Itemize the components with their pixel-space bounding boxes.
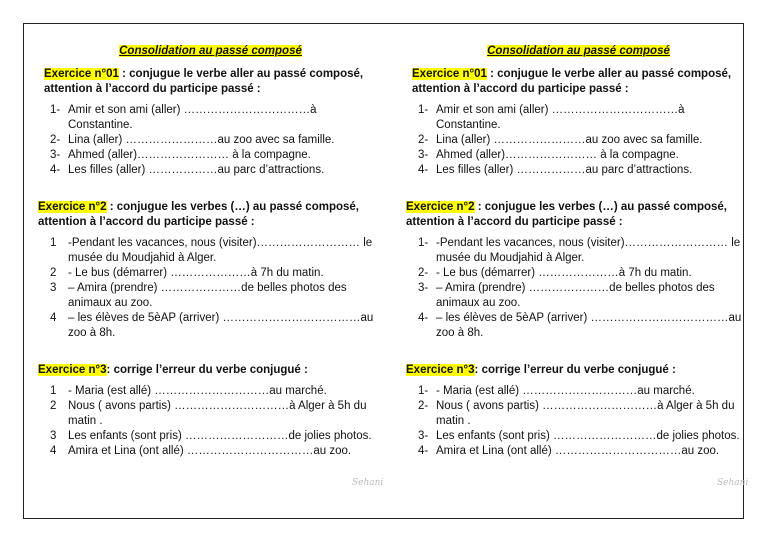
exercise-label: Exercice n°2 — [38, 201, 107, 213]
item-number: 1- — [418, 237, 429, 249]
exercise-list — [38, 384, 383, 459]
exercise-label: Exercice n°01 — [44, 68, 119, 80]
exercise-instruction — [406, 200, 751, 230]
exercise-item — [38, 399, 383, 429]
exercise-item — [406, 163, 751, 178]
worksheet-right — [406, 44, 751, 459]
exercise-instruction-text: : conjugue les verbes (…) au passé composé, attention à l’accord du participe passé : — [38, 201, 359, 228]
worksheet-title — [406, 44, 751, 59]
item-text: Lina (aller) ……………………au zoo avec sa famille. — [436, 134, 703, 146]
exercise-instruction — [406, 363, 751, 378]
exercise-instruction-text: : conjugue le verbe aller au passé composé, attention à l’accord du participe passé : — [412, 68, 732, 95]
exercise-item — [38, 148, 383, 163]
item-text: – Amira (prendre) …………………de belles photos des animaux au zoo. — [436, 282, 715, 309]
item-text: Amir et son ami (aller) ……………………………à Constantine. — [68, 104, 317, 131]
exercise-item — [38, 429, 383, 444]
item-number: 3 — [50, 430, 57, 442]
item-text: Les enfants (sont pris) ………………………de jolies photos. — [436, 430, 740, 442]
item-number: 4- — [50, 164, 61, 176]
item-text: -Pendant les vacances, nous (visiter)……………………… le musée du Moudjahid à Alger. — [436, 237, 741, 264]
item-number: 4- — [418, 445, 429, 457]
item-number: 4 — [50, 312, 57, 324]
item-text: Ahmed (aller)…………………… à la compagne. — [436, 149, 679, 161]
exercise-item — [406, 236, 751, 266]
worksheet-title-text: Consolidation au passé composé — [119, 45, 302, 57]
item-number: 2 — [50, 400, 57, 412]
item-text: -Pendant les vacances, nous (visiter)……………………… le musée du Moudjahid à Alger. — [68, 237, 373, 264]
exercise-item — [38, 444, 383, 459]
exercise-item — [406, 281, 751, 311]
exercise-item — [38, 266, 383, 281]
exercise-item — [38, 103, 383, 133]
exercise-section — [406, 67, 751, 178]
item-number: 2- — [418, 400, 429, 412]
exercise-item — [406, 311, 751, 341]
worksheet-left — [38, 44, 383, 459]
item-text: Ahmed (aller)…………………… à la compagne. — [68, 149, 311, 161]
exercise-section — [406, 200, 751, 341]
exercise-item — [406, 444, 751, 459]
exercise-item — [38, 311, 383, 341]
exercise-list — [406, 384, 751, 459]
exercise-list — [38, 236, 383, 341]
item-number: 3- — [418, 430, 429, 442]
item-number: 2 — [50, 267, 57, 279]
item-number: 2- — [418, 267, 429, 279]
exercise-label: Exercice n°01 — [412, 68, 487, 80]
item-text: Les enfants (sont pris) ………………………de jolies photos. — [68, 430, 372, 442]
item-number: 3 — [50, 282, 57, 294]
exercise-item — [38, 281, 383, 311]
exercise-label: Exercice n°3 — [38, 364, 107, 376]
exercise-item — [406, 429, 751, 444]
item-text: Nous ( avons partis) …………………………à Alger à 5h du matin . — [68, 400, 367, 427]
exercise-list — [38, 103, 383, 178]
exercise-section — [38, 67, 383, 178]
item-number: 3- — [418, 282, 429, 294]
item-number: 1- — [418, 385, 429, 397]
item-text: Lina (aller) ……………………au zoo avec sa famille. — [68, 134, 335, 146]
exercise-section — [406, 363, 751, 459]
item-text: Amira et Lina (ont allé) ……………………………au zoo. — [68, 445, 352, 457]
item-number: 3- — [50, 149, 61, 161]
exercise-item — [406, 399, 751, 429]
exercise-list — [406, 236, 751, 341]
item-text: – les élèves de 5èAP (arriver) ………………………………au zoo à 8h. — [436, 312, 742, 339]
item-text: - Maria (est allé) …………………………au marché. — [436, 385, 695, 397]
item-text: - Maria (est allé) …………………………au marché. — [68, 385, 327, 397]
exercise-item — [406, 148, 751, 163]
worksheet-title-text: Consolidation au passé composé — [487, 45, 670, 57]
item-text: Amir et son ami (aller) ……………………………à Constantine. — [436, 104, 685, 131]
item-text: – les élèves de 5èAP (arriver) ………………………………au zoo à 8h. — [68, 312, 374, 339]
exercise-label: Exercice n°2 — [406, 201, 475, 213]
item-text: - Le bus (démarrer) …………………à 7h du matin. — [68, 267, 324, 279]
signature-right: Sehani — [717, 478, 749, 488]
item-number: 2- — [418, 134, 429, 146]
exercise-item — [406, 266, 751, 281]
item-text: - Le bus (démarrer) …………………à 7h du matin. — [436, 267, 692, 279]
exercise-label: Exercice n°3 — [406, 364, 475, 376]
item-number: 1 — [50, 237, 57, 249]
exercise-instruction — [38, 200, 383, 230]
item-text: – Amira (prendre) …………………de belles photos des animaux au zoo. — [68, 282, 347, 309]
item-text: Les filles (aller) ………………au parc d’attractions. — [436, 164, 693, 176]
exercise-item — [406, 384, 751, 399]
exercise-item — [38, 236, 383, 266]
exercise-item — [38, 384, 383, 399]
item-number: 3- — [418, 149, 429, 161]
worksheet-title — [38, 44, 383, 59]
item-number: 1- — [418, 104, 429, 116]
exercise-instruction-text: : corrige l’erreur du verbe conjugué : — [106, 364, 308, 376]
exercise-item — [406, 133, 751, 148]
exercise-instruction — [406, 67, 751, 97]
item-number: 4 — [50, 445, 57, 457]
item-text: Nous ( avons partis) …………………………à Alger à 5h du matin . — [436, 400, 735, 427]
item-text: Amira et Lina (ont allé) ……………………………au zoo. — [436, 445, 720, 457]
exercise-item — [38, 163, 383, 178]
signature-left: Sehani — [352, 478, 384, 488]
item-number: 4- — [418, 164, 429, 176]
item-text: Les filles (aller) ………………au parc d’attractions. — [68, 164, 325, 176]
exercise-instruction-text: : conjugue le verbe aller au passé composé, attention à l’accord du participe passé : — [44, 68, 364, 95]
item-number: 1 — [50, 385, 57, 397]
item-number: 4- — [418, 312, 429, 324]
item-number: 1- — [50, 104, 61, 116]
exercise-list — [406, 103, 751, 178]
exercise-instruction-text: : corrige l’erreur du verbe conjugué : — [474, 364, 676, 376]
exercise-instruction-text: : conjugue les verbes (…) au passé composé, attention à l’accord du participe passé : — [406, 201, 727, 228]
exercise-section — [38, 363, 383, 459]
exercise-item — [406, 103, 751, 133]
item-number: 2- — [50, 134, 61, 146]
exercise-item — [38, 133, 383, 148]
exercise-instruction — [38, 363, 383, 378]
exercise-section — [38, 200, 383, 341]
exercise-instruction — [38, 67, 383, 97]
